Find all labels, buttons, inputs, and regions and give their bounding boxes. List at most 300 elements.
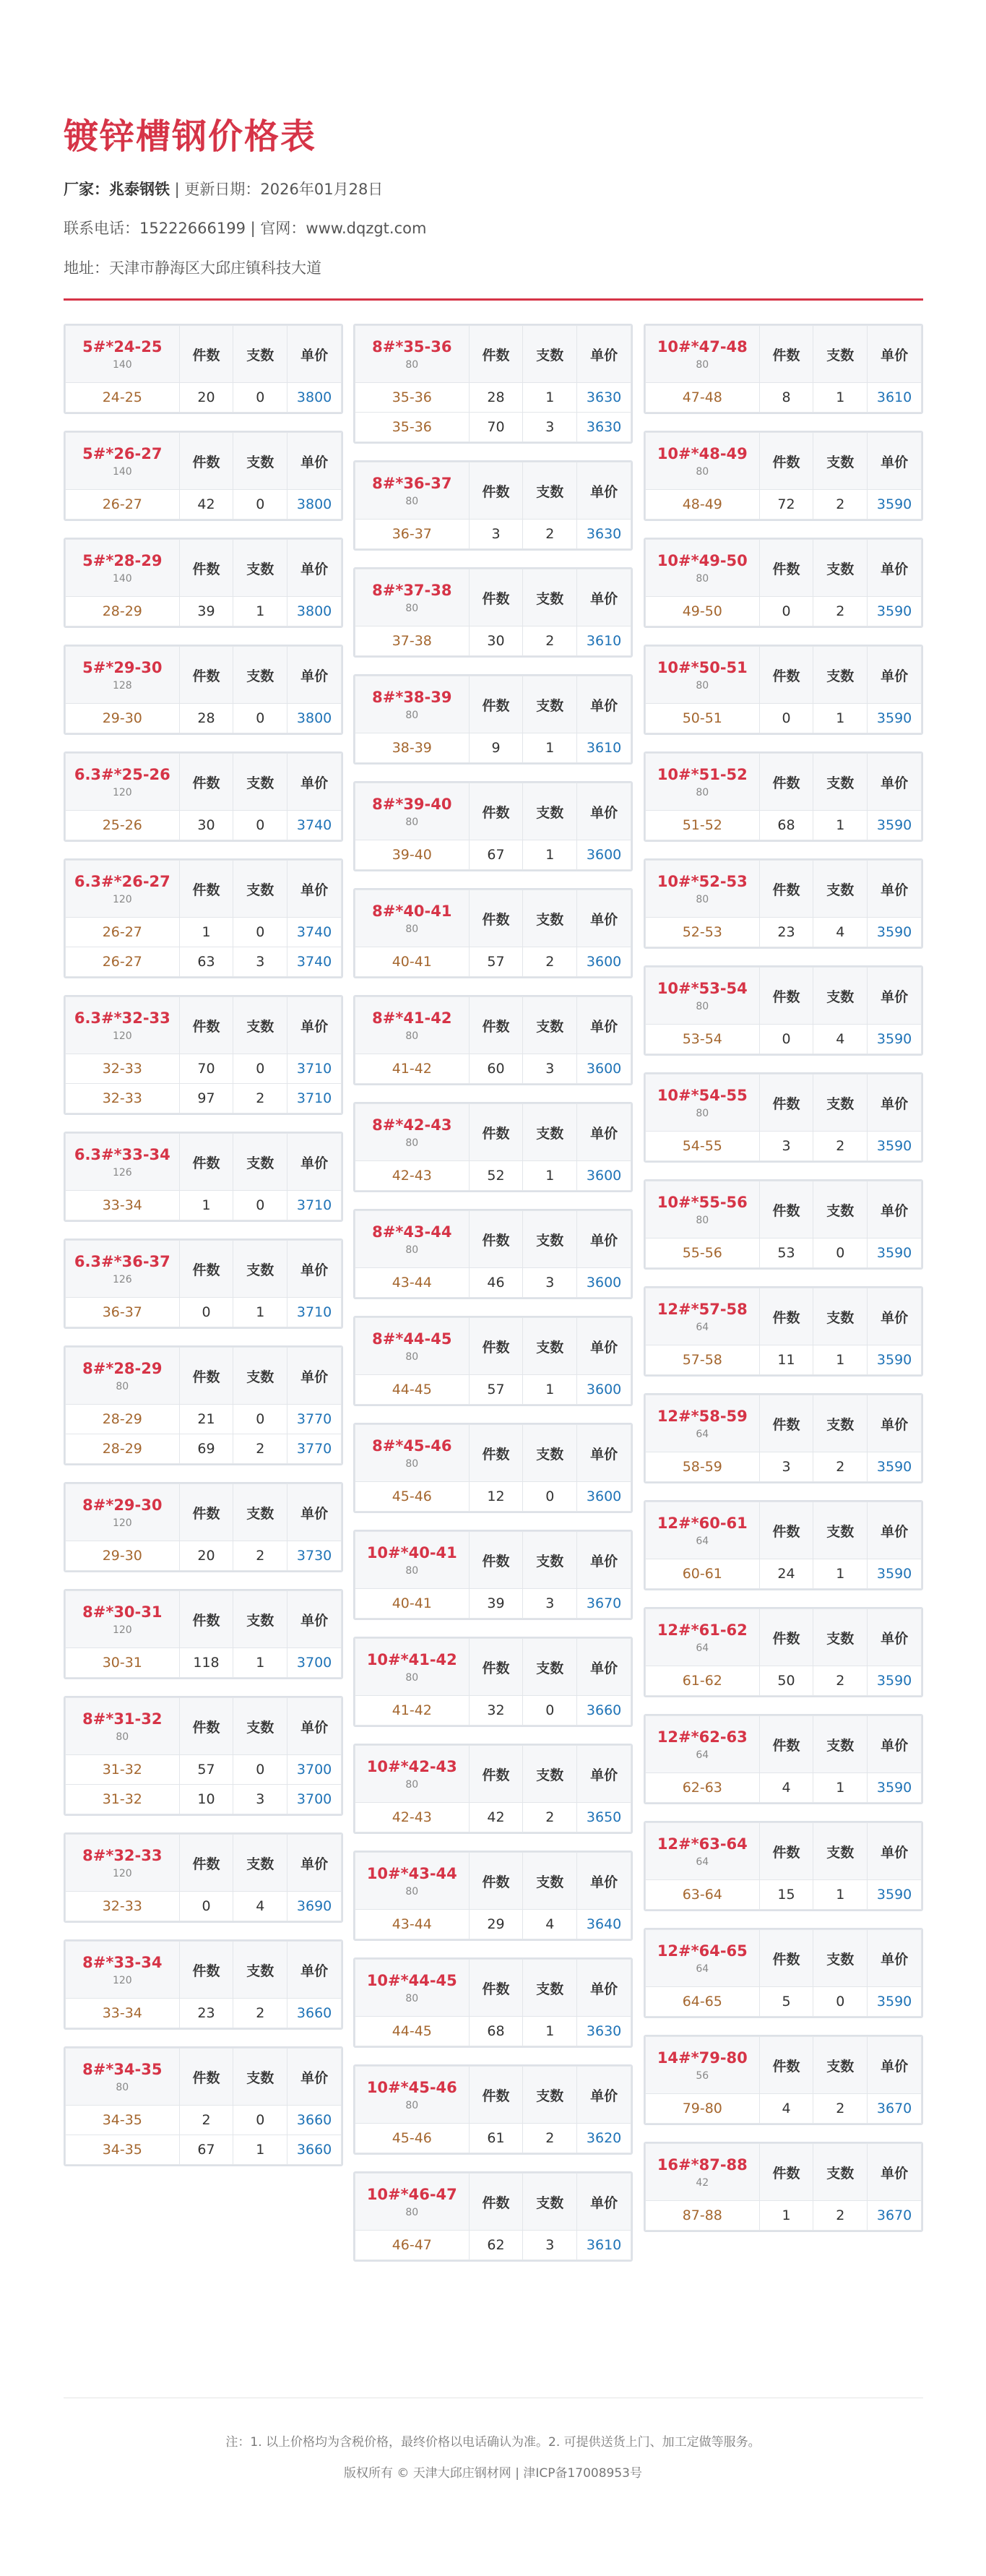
price-header: 单价 — [287, 1942, 342, 1999]
factory-line — [64, 178, 383, 199]
price-cell: 3590 — [868, 704, 922, 733]
length-cell: 26-27 — [66, 947, 180, 977]
table-row — [66, 1434, 342, 1464]
count-header: 件数 — [469, 890, 523, 947]
product-header-row — [66, 754, 342, 811]
price-cell: 3660 — [287, 2135, 342, 2165]
spec-weight: 64 — [696, 1856, 709, 1869]
spec-cell — [355, 569, 470, 626]
table-row — [66, 490, 342, 520]
count-header: 件数 — [469, 997, 523, 1054]
length-cell: 40-41 — [355, 1589, 470, 1619]
spec-weight: 120 — [112, 787, 132, 799]
pieces-header: 支数 — [233, 2049, 287, 2106]
product-header-row — [355, 326, 631, 383]
pieces-header: 支数 — [523, 997, 577, 1054]
spec-name: 10#*55-56 — [657, 1193, 748, 1211]
table-row — [355, 840, 631, 870]
spec-cell — [646, 1823, 760, 1880]
contact-line: 联系电话：15222666199 | 官网：www.dqzgt.com — [64, 220, 427, 237]
product-header-row — [646, 2037, 922, 2094]
pieces-header: 支数 — [523, 462, 577, 520]
spec-cell — [355, 2067, 470, 2124]
count-header: 件数 — [469, 676, 523, 733]
pieces-cell: 2 — [233, 1999, 287, 2028]
product-card — [353, 1744, 633, 1834]
pieces-cell: 1 — [523, 1161, 577, 1191]
count-cell: 32 — [469, 1696, 523, 1726]
price-cell: 3730 — [287, 1541, 342, 1571]
price-header: 单价 — [577, 1746, 631, 1803]
count-cell: 46 — [469, 1268, 523, 1298]
price-cell: 3640 — [577, 1910, 631, 1939]
spec-weight: 42 — [696, 2177, 709, 2189]
price-cell: 3740 — [287, 947, 342, 977]
product-header-row — [66, 1241, 342, 1298]
price-header: 单价 — [577, 1639, 631, 1696]
table-row — [66, 597, 342, 626]
pieces-header: 支数 — [523, 1211, 577, 1268]
price-cell: 3590 — [868, 1880, 922, 1910]
count-header: 件数 — [469, 1425, 523, 1482]
pieces-cell: 4 — [523, 1910, 577, 1939]
spec-name: 10#*43-44 — [366, 1864, 457, 1882]
price-header: 单价 — [868, 1502, 922, 1559]
spec-name: 10#*47-48 — [657, 337, 748, 356]
price-cell: 3770 — [287, 1405, 342, 1434]
length-cell: 58-59 — [646, 1452, 760, 1482]
product-header-row — [66, 1134, 342, 1191]
pieces-cell: 3 — [523, 413, 577, 442]
spec-weight: 80 — [405, 359, 419, 371]
length-cell: 53-54 — [646, 1025, 760, 1054]
price-cell: 3710 — [287, 1054, 342, 1084]
spec-cell — [646, 433, 760, 490]
spec-name: 8#*43-44 — [372, 1223, 452, 1241]
count-header: 件数 — [759, 433, 813, 490]
length-cell: 29-30 — [66, 1541, 180, 1571]
product-table — [65, 1133, 342, 1220]
price-header: 单价 — [287, 997, 342, 1054]
price-cell: 3660 — [577, 1696, 631, 1726]
length-cell: 43-44 — [355, 1910, 470, 1939]
count-header: 件数 — [759, 968, 813, 1025]
length-cell: 31-32 — [66, 1785, 180, 1814]
spec-weight: 80 — [405, 1672, 419, 1684]
spec-weight: 120 — [112, 1030, 132, 1043]
price-header: 单价 — [287, 2049, 342, 2106]
product-table — [355, 2173, 631, 2260]
pieces-cell: 3 — [233, 1785, 287, 1814]
spec-cell — [355, 1104, 470, 1161]
count-header: 件数 — [179, 540, 233, 597]
pieces-header: 支数 — [813, 2144, 868, 2201]
spec-weight: 120 — [112, 1517, 132, 1530]
pieces-header: 支数 — [233, 754, 287, 811]
price-header: 单价 — [577, 1104, 631, 1161]
spec-cell — [355, 783, 470, 840]
spec-name: 5#*24-25 — [82, 337, 163, 356]
spec-weight: 80 — [405, 1351, 419, 1364]
product-header-row — [355, 890, 631, 947]
pieces-cell: 2 — [523, 1803, 577, 1832]
pieces-cell: 1 — [813, 383, 868, 413]
spec-name: 8#*30-31 — [82, 1603, 163, 1621]
table-row — [646, 811, 922, 840]
price-header: 单价 — [868, 861, 922, 918]
pieces-header: 支数 — [523, 890, 577, 947]
spec-name: 12#*61-62 — [657, 1621, 748, 1639]
pieces-cell: 3 — [523, 1054, 577, 1084]
product-header-row — [646, 1609, 922, 1666]
product-table — [65, 753, 342, 840]
product-table — [645, 646, 922, 733]
price-cell: 3600 — [577, 840, 631, 870]
spec-name: 10#*40-41 — [366, 1543, 457, 1561]
spec-weight: 80 — [696, 359, 709, 371]
count-cell: 39 — [179, 597, 233, 626]
price-header: 单价 — [287, 326, 342, 383]
price-header: 单价 — [577, 462, 631, 520]
spec-weight: 140 — [112, 573, 132, 585]
pieces-cell: 1 — [523, 1375, 577, 1405]
count-header: 件数 — [759, 1181, 813, 1239]
count-cell: 9 — [469, 733, 523, 763]
product-card — [644, 1607, 923, 1697]
spec-cell — [355, 326, 470, 383]
spec-cell — [646, 2144, 760, 2201]
spec-name: 6.3#*36-37 — [74, 1252, 170, 1270]
spec-name: 10#*44-45 — [366, 1971, 457, 1989]
length-cell: 33-34 — [66, 1999, 180, 2028]
spec-name: 8#*29-30 — [82, 1496, 163, 1514]
spec-cell — [646, 1930, 760, 1987]
count-cell: 15 — [759, 1880, 813, 1910]
product-table — [65, 1590, 342, 1678]
product-card — [64, 431, 343, 521]
spec-name: 6.3#*33-34 — [74, 1145, 170, 1163]
table-row — [646, 704, 922, 733]
count-header: 件数 — [179, 647, 233, 704]
price-cell: 3590 — [868, 1666, 922, 1696]
product-header-row — [66, 997, 342, 1054]
spec-weight: 80 — [405, 710, 419, 722]
product-table — [355, 1531, 631, 1619]
product-header-row — [355, 1746, 631, 1803]
pieces-cell: 1 — [813, 704, 868, 733]
price-header: 单价 — [577, 1425, 631, 1482]
spec-weight: 80 — [405, 2100, 419, 2112]
spec-cell — [355, 1853, 470, 1910]
length-cell: 55-56 — [646, 1239, 760, 1268]
count-header: 件数 — [759, 1074, 813, 1132]
product-table — [65, 1240, 342, 1327]
count-cell: 11 — [759, 1345, 813, 1375]
product-header-row — [355, 997, 631, 1054]
table-row — [66, 1541, 342, 1571]
price-cell: 3600 — [577, 1054, 631, 1084]
count-cell: 10 — [179, 1785, 233, 1814]
price-cell: 3590 — [868, 1987, 922, 2017]
pieces-header: 支数 — [813, 647, 868, 704]
pieces-cell: 1 — [233, 597, 287, 626]
product-card — [644, 1072, 923, 1163]
product-table — [645, 1822, 922, 1910]
price-cell: 3800 — [287, 597, 342, 626]
spec-cell — [66, 1698, 180, 1755]
price-header: 单价 — [287, 540, 342, 597]
count-header: 件数 — [179, 2049, 233, 2106]
length-cell: 31-32 — [66, 1755, 180, 1785]
length-cell: 28-29 — [66, 1434, 180, 1464]
pieces-header: 支数 — [233, 1484, 287, 1541]
price-cell: 3600 — [577, 1482, 631, 1512]
spec-weight: 80 — [405, 1886, 419, 1898]
product-table — [65, 1834, 342, 1921]
price-header: 单价 — [577, 997, 631, 1054]
pieces-cell: 1 — [813, 811, 868, 840]
count-cell: 30 — [179, 811, 233, 840]
count-cell: 12 — [469, 1482, 523, 1512]
spec-name: 10#*53-54 — [657, 979, 748, 997]
count-header: 件数 — [759, 1823, 813, 1880]
table-row — [355, 520, 631, 549]
count-header: 件数 — [469, 569, 523, 626]
pieces-cell: 0 — [233, 1054, 287, 1084]
table-row — [355, 2124, 631, 2153]
spec-cell — [355, 997, 470, 1054]
spec-name: 8#*45-46 — [372, 1436, 452, 1455]
product-table — [65, 432, 342, 520]
table-row — [646, 383, 922, 413]
product-header-row — [66, 1348, 342, 1405]
spec-cell — [66, 1591, 180, 1648]
length-cell: 39-40 — [355, 840, 470, 870]
spec-cell — [355, 676, 470, 733]
pieces-header: 支数 — [813, 1609, 868, 1666]
spec-weight: 120 — [112, 1868, 132, 1880]
pieces-header: 支数 — [813, 1502, 868, 1559]
price-header: 单价 — [868, 754, 922, 811]
pieces-cell: 2 — [233, 1084, 287, 1113]
count-cell: 67 — [469, 840, 523, 870]
pieces-header: 支数 — [233, 540, 287, 597]
price-header: 单价 — [868, 2037, 922, 2094]
product-card — [644, 751, 923, 842]
product-table — [645, 2143, 922, 2231]
product-card — [64, 1696, 343, 1816]
update-date: | 更新日期：2026年01月28日 — [170, 181, 384, 198]
pieces-header: 支数 — [523, 1318, 577, 1375]
price-cell: 3610 — [577, 733, 631, 763]
spec-cell — [646, 1074, 760, 1132]
pieces-cell: 1 — [523, 840, 577, 870]
page-title: 镀锌槽钢价格表 — [64, 116, 317, 157]
length-cell: 35-36 — [355, 383, 470, 413]
product-header-row — [646, 433, 922, 490]
count-cell: 52 — [469, 1161, 523, 1191]
product-header-row — [646, 1181, 922, 1239]
spec-name: 10#*42-43 — [366, 1757, 457, 1775]
length-cell: 36-37 — [66, 1298, 180, 1327]
count-cell: 72 — [759, 490, 813, 520]
product-header-row — [646, 1395, 922, 1452]
count-cell: 30 — [469, 626, 523, 656]
price-cell: 3670 — [868, 2094, 922, 2124]
count-cell: 21 — [179, 1405, 233, 1434]
product-table — [355, 1424, 631, 1512]
spec-weight: 80 — [405, 1137, 419, 1150]
length-cell: 43-44 — [355, 1268, 470, 1298]
length-cell: 51-52 — [646, 811, 760, 840]
table-row — [355, 1803, 631, 1832]
pieces-cell: 1 — [813, 1880, 868, 1910]
price-header: 单价 — [287, 754, 342, 811]
pieces-cell: 1 — [233, 1298, 287, 1327]
spec-cell — [646, 2037, 760, 2094]
product-table — [355, 1745, 631, 1832]
spec-weight: 80 — [405, 2207, 419, 2219]
price-cell: 3630 — [577, 520, 631, 549]
product-card — [64, 2046, 343, 2166]
count-cell: 3 — [759, 1452, 813, 1482]
count-cell: 42 — [469, 1803, 523, 1832]
product-card — [64, 1589, 343, 1679]
count-cell: 0 — [759, 597, 813, 626]
spec-cell — [355, 890, 470, 947]
length-cell: 87-88 — [646, 2201, 760, 2231]
pieces-cell: 0 — [813, 1987, 868, 2017]
table-row — [66, 383, 342, 413]
price-header: 单价 — [287, 1591, 342, 1648]
product-card — [64, 1132, 343, 1222]
spec-name: 16#*87-88 — [657, 2155, 748, 2174]
price-header: 单价 — [577, 1318, 631, 1375]
price-cell: 3670 — [577, 1589, 631, 1619]
product-table — [355, 1103, 631, 1191]
price-cell: 3770 — [287, 1434, 342, 1464]
count-header: 件数 — [759, 647, 813, 704]
price-header: 单价 — [287, 1134, 342, 1191]
spec-cell — [66, 326, 180, 383]
length-cell: 38-39 — [355, 733, 470, 763]
price-header: 单价 — [868, 1074, 922, 1132]
pieces-header: 支数 — [523, 783, 577, 840]
product-table — [355, 1638, 631, 1726]
spec-name: 12#*64-65 — [657, 1942, 748, 1960]
length-cell: 57-58 — [646, 1345, 760, 1375]
spec-name: 8#*38-39 — [372, 688, 452, 706]
product-table — [355, 996, 631, 1084]
price-column-2 — [353, 324, 633, 2278]
pieces-cell: 2 — [813, 1666, 868, 1696]
pieces-header: 支数 — [523, 1746, 577, 1803]
table-row — [646, 918, 922, 947]
spec-weight: 64 — [696, 1429, 709, 1441]
length-cell: 41-42 — [355, 1054, 470, 1084]
spec-weight: 140 — [112, 359, 132, 371]
pieces-header: 支数 — [233, 1348, 287, 1405]
spec-name: 14#*79-80 — [657, 2049, 748, 2067]
spec-cell — [355, 462, 470, 520]
table-row — [355, 2231, 631, 2260]
product-table — [355, 1852, 631, 1939]
count-header: 件数 — [469, 1211, 523, 1268]
price-cell: 3600 — [577, 1161, 631, 1191]
footer-note: 注：1. 以上价格均为含税价格，最终价格以电话确认为准。2. 可提供送货上门、加工定做等服务。 — [225, 2435, 761, 2450]
count-header: 件数 — [179, 1241, 233, 1298]
count-header: 件数 — [179, 1484, 233, 1541]
pieces-header: 支数 — [233, 326, 287, 383]
price-cell: 3590 — [868, 918, 922, 947]
table-row — [66, 2106, 342, 2135]
spec-weight: 64 — [696, 1322, 709, 1334]
spec-weight: 80 — [405, 923, 419, 936]
count-cell: 97 — [179, 1084, 233, 1113]
spec-weight: 80 — [116, 2082, 129, 2094]
length-cell: 48-49 — [646, 490, 760, 520]
length-cell: 52-53 — [646, 918, 760, 947]
length-cell: 60-61 — [646, 1559, 760, 1589]
price-header: 单价 — [577, 1211, 631, 1268]
count-cell: 61 — [469, 2124, 523, 2153]
pieces-cell: 2 — [523, 626, 577, 656]
spec-weight: 80 — [405, 817, 419, 829]
count-cell: 0 — [759, 704, 813, 733]
table-row — [355, 383, 631, 413]
product-card — [353, 1423, 633, 1513]
length-cell: 25-26 — [66, 811, 180, 840]
count-cell: 20 — [179, 1541, 233, 1571]
length-cell: 28-29 — [66, 597, 180, 626]
product-table — [645, 1502, 922, 1589]
spec-weight: 126 — [112, 1274, 132, 1286]
product-header-row — [66, 433, 342, 490]
product-table — [645, 2036, 922, 2124]
table-row — [355, 733, 631, 763]
pieces-header: 支数 — [523, 1104, 577, 1161]
spec-name: 5#*28-29 — [82, 551, 163, 569]
count-cell: 39 — [469, 1589, 523, 1619]
length-cell: 26-27 — [66, 490, 180, 520]
spec-cell — [646, 326, 760, 383]
spec-cell — [646, 754, 760, 811]
length-cell: 26-27 — [66, 918, 180, 947]
table-row — [66, 1648, 342, 1678]
spec-weight: 64 — [696, 1749, 709, 1762]
product-table — [645, 1395, 922, 1482]
product-table — [65, 1347, 342, 1464]
product-header-row — [646, 647, 922, 704]
table-row — [355, 1482, 631, 1512]
count-header: 件数 — [469, 1104, 523, 1161]
table-row — [355, 1375, 631, 1405]
length-cell: 32-33 — [66, 1084, 180, 1113]
product-table — [65, 2048, 342, 2165]
count-header: 件数 — [179, 1698, 233, 1755]
product-card — [353, 1957, 633, 2048]
spec-cell — [646, 1288, 760, 1345]
spec-name: 10#*51-52 — [657, 765, 748, 783]
spec-weight: 80 — [696, 894, 709, 906]
spec-cell — [66, 1835, 180, 1892]
product-card — [644, 1393, 923, 1483]
spec-name: 8#*44-45 — [372, 1330, 452, 1348]
product-card — [644, 1714, 923, 1804]
spec-name: 8#*37-38 — [372, 581, 452, 599]
factory-name: 兆泰钢铁 — [109, 181, 170, 198]
count-header: 件数 — [759, 754, 813, 811]
